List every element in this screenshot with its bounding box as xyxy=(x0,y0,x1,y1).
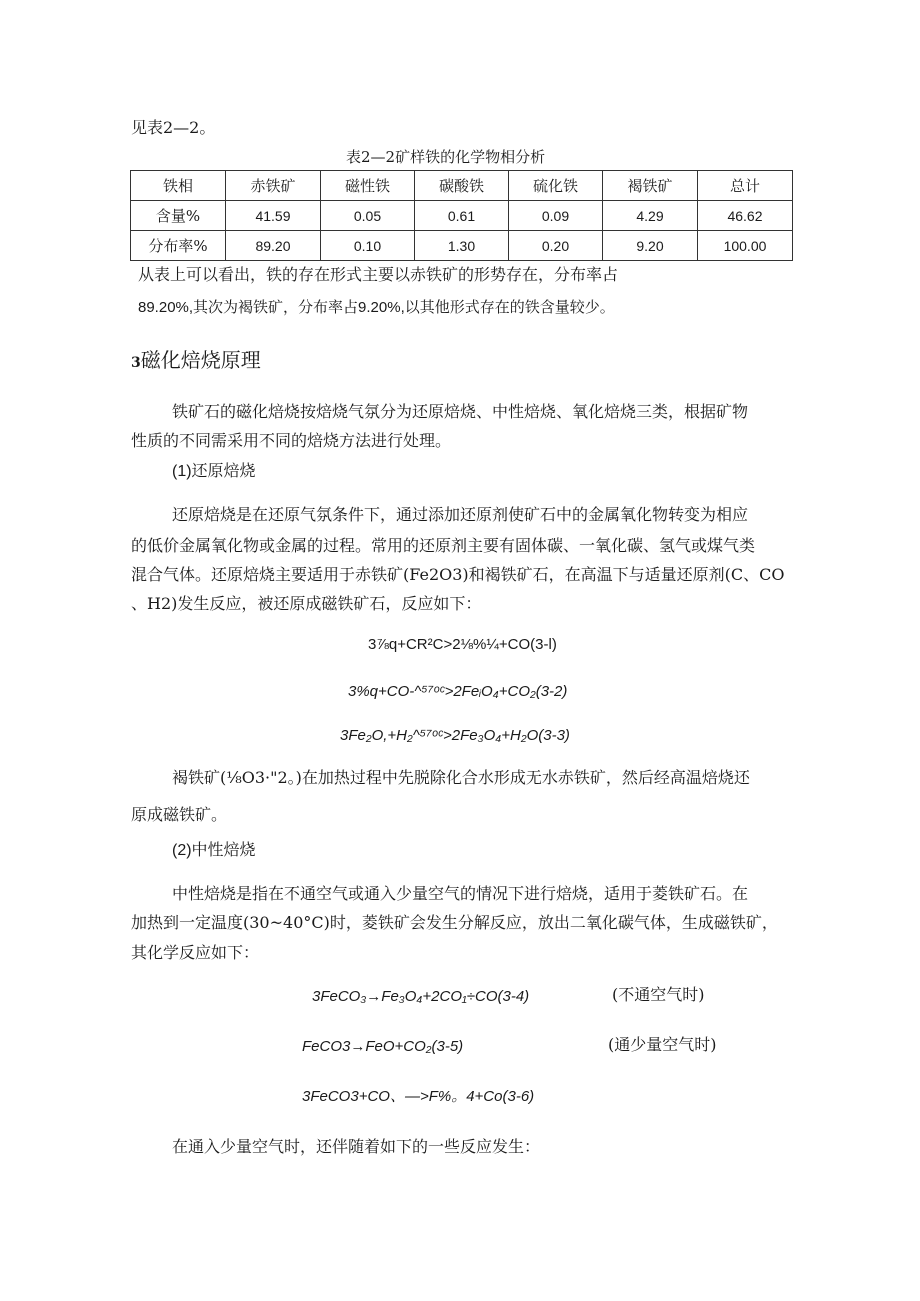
paragraph-line: 其化学反应如下： xyxy=(131,943,260,962)
equation-note: (不通空气时) xyxy=(612,985,705,1004)
header-cell: 铁相 xyxy=(131,171,226,201)
section-intro-line: 铁矿石的磁化焙烧按焙烧气氛分为还原焙烧、中性焙烧、氧化焙烧三类，根据矿物 xyxy=(172,402,749,421)
row-label: 含量% xyxy=(131,201,226,231)
section-number: 3 xyxy=(131,355,141,371)
section-title: 磁化焙烧原理 xyxy=(140,348,261,372)
table-caption: 表2—2矿样铁的化学物相分析 xyxy=(346,148,546,166)
summary-line: 89.20%,其次为褐铁矿，分布率占9.20%,以其他形式存在的铁含量较少。 xyxy=(138,299,615,316)
table-cell: 100.00 xyxy=(698,231,793,261)
intro-text: 见表2—2。 xyxy=(131,118,216,137)
equation: 3%q+CO-^⁵⁷ᵒᶜ>2FeᵢO₄+CO₂(3-2) xyxy=(348,683,568,700)
paragraph-line: 在通入少量空气时，还伴随着如下的一些反应发生： xyxy=(172,1137,541,1156)
header-cell: 总计 xyxy=(698,171,793,201)
paragraph-line: 原成磁铁矿。 xyxy=(131,805,228,824)
equation: FeCO3→FeO+CO₂(3-5) xyxy=(302,1038,464,1055)
equation: 3⅞q+CR²C>2⅛%¼+CO(3-l) xyxy=(368,636,557,653)
paragraph-line: 的低价金属氧化物或金属的过程。常用的还原剂主要有固体碳、一氧化碳、氢气或煤气类 xyxy=(131,536,756,555)
paragraph-line: 加热到一定温度(30~40°C)时，菱铁矿会发生分解反应，放出二氧化碳气体，生成磁铁矿， xyxy=(131,913,778,932)
equation-note: (通少量空气时) xyxy=(608,1035,717,1054)
table-cell: 0.61 xyxy=(415,201,509,231)
table-cell: 0.10 xyxy=(321,231,415,261)
table-cell: 0.09 xyxy=(509,201,603,231)
paragraph-line: 中性焙烧是指在不通空气或通入少量空气的情况下进行焙烧，适用于菱铁矿石。在 xyxy=(172,884,749,903)
table-row xyxy=(131,201,793,231)
table-cell: 46.62 xyxy=(698,201,793,231)
table-cell: 41.59 xyxy=(226,201,321,231)
header-cell: 碳酸铁 xyxy=(415,171,509,201)
equation: 3Fe₂O,+H₂^⁵⁷ᵒᶜ>2Fe₃O₄+H₂O(3-3) xyxy=(340,727,570,744)
row-label: 分布率% xyxy=(131,231,226,261)
table-cell: 0.05 xyxy=(321,201,415,231)
paragraph-line: 混合气体。还原焙烧主要适用于赤铁矿(Fe2O3)和褐铁矿石，在高温下与适量还原剂(C、CO xyxy=(131,565,785,584)
header-cell: 硫化铁 xyxy=(509,171,603,201)
table-cell: 1.30 xyxy=(415,231,509,261)
table-cell: 0.20 xyxy=(509,231,603,261)
paragraph-line: 、H2)发生反应，被还原成磁铁矿石，反应如下： xyxy=(131,594,482,613)
paragraph-line: 还原焙烧是在还原气氛条件下，通过添加还原剂使矿石中的金属氧化物转变为相应 xyxy=(172,505,749,524)
subsection-heading: (2)中性焙烧 xyxy=(172,842,256,859)
table-cell: 4.29 xyxy=(603,201,698,231)
equation: 3FeCO₃→Fe₃O₄+2CO₁÷CO(3-4) xyxy=(312,988,530,1005)
phase-analysis-table xyxy=(130,170,793,261)
section-intro-line: 性质的不同需采用不同的焙烧方法进行处理。 xyxy=(131,431,452,450)
subsection-heading: (1)还原焙烧 xyxy=(172,463,256,480)
summary-line: 从表上可以看出，铁的存在形式主要以赤铁矿的形势存在，分布率占 xyxy=(138,265,619,284)
table-cell: 9.20 xyxy=(603,231,698,261)
header-cell: 赤铁矿 xyxy=(226,171,321,201)
paragraph-line: 褐铁矿(⅛O3·"2。)在加热过程中先脱除化合水形成无水赤铁矿，然后经高温焙烧还 xyxy=(172,768,750,787)
section-heading xyxy=(131,348,261,375)
header-cell: 褐铁矿 xyxy=(603,171,698,201)
equation: 3FeCO3+CO、—>F%。4+Co(3-6) xyxy=(302,1088,535,1105)
table-row xyxy=(131,231,793,261)
table-cell: 89.20 xyxy=(226,231,321,261)
header-cell: 磁性铁 xyxy=(321,171,415,201)
table-header-row xyxy=(131,171,793,201)
